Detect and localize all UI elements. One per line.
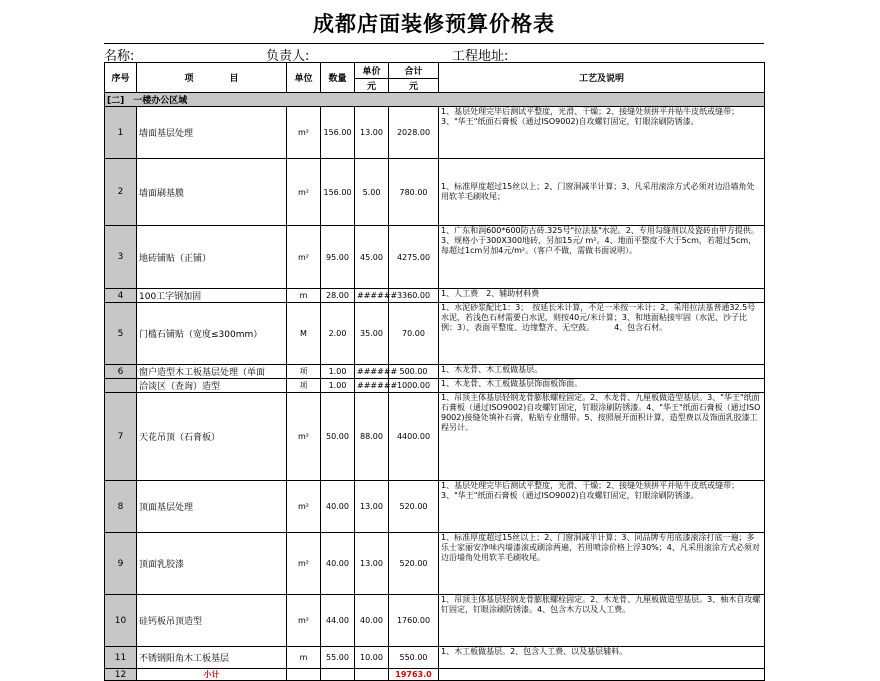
row-total: 1000.00 [389,379,439,393]
header-unit: 单位 [287,63,321,93]
row-desc: 1、木龙骨、木工板做基层。 [439,365,765,379]
table-row [105,647,765,669]
subtotal-empty-qty [321,669,355,681]
table-row [105,159,765,226]
row-index: 3 [105,226,137,289]
subtotal-row [105,669,765,681]
table-row [105,107,765,159]
row-quantity: 1.00 [321,379,355,393]
row-index: 9 [105,533,137,595]
row-total: 1760.00 [389,595,439,647]
row-unit-price: ###### [355,365,389,379]
table-row [105,379,765,393]
row-item: 门槛石铺贴（宽度≤300mm） [137,303,287,365]
row-quantity: 50.00 [321,393,355,481]
row-quantity: 40.00 [321,533,355,595]
row-unit: m² [287,393,321,481]
row-quantity: 1.00 [321,365,355,379]
row-unit: m² [287,481,321,533]
row-quantity: 28.00 [321,289,355,303]
row-item: 窗户造型木工板基层处理（单面 [137,365,287,379]
row-unit-price: ###### [355,379,389,393]
row-quantity: 44.00 [321,595,355,647]
info-line [104,43,764,62]
row-desc: 1、基层处理完毕后测试平整度，光滑、干燥；2、接缝处须拼平并贴牛皮纸或缝带；3、"华王"纸面石膏板（通过ISO9002)自攻螺钉固定，钉眼涂刷防锈漆。 [439,107,765,159]
row-item: 不锈钢阳角木工板基层 [137,647,287,669]
table-row [105,393,765,481]
section-label: [二] 一楼办公区域 [105,93,765,107]
table-row [105,226,765,289]
row-unit: m² [287,226,321,289]
header-quantity: 数量 [321,63,355,93]
manager-label: 负责人: [266,49,310,64]
row-desc: 1、水泥砂浆配比1：3； 按延长米计算，不足一米按一米计；2、采用拉法基普通32.5号水泥，若浅色石材需要白水泥，则按40元/米计算；3、和地面粘接牢固（水泥、沙子比例：3）、表面平整度、边缘整齐、无空鼓。 4、包含石材。 [439,303,765,365]
budget-table [104,62,765,681]
row-index: 2 [105,159,137,226]
row-total: 500.00 [389,365,439,379]
row-total: 70.00 [389,303,439,365]
row-quantity: 156.00 [321,107,355,159]
row-index: 10 [105,595,137,647]
row-unit-price: 45.00 [355,226,389,289]
row-unit: 项 [287,365,321,379]
row-unit-price: 13.00 [355,481,389,533]
header-total-unit: 元 [389,79,439,93]
row-unit-price: 35.00 [355,303,389,365]
row-index: 6 [105,365,137,379]
row-total: 4275.00 [389,226,439,289]
header-unit-price-unit: 元 [355,79,389,93]
row-item: 顶面基层处理 [137,481,287,533]
table-row [105,289,765,303]
row-unit-price: ###### [355,289,389,303]
section-row [105,93,765,107]
header-unit-price: 单价 [355,63,389,79]
row-desc: 1、基层处理完毕后测试平整度，光滑、干燥；2、接缝处须拼平并贴牛皮纸或缝带；3、"华王"纸面石膏板（通过ISO9002)自攻螺钉固定，钉眼涂刷防锈漆。 [439,481,765,533]
row-item: 洽谈区（查询）造型 [137,379,287,393]
header-index: 序号 [105,63,137,93]
row-desc: 1、标准厚度超过15丝以上；2、门窗洞减半计算；3、凡采用滚涂方式必须对边沿墙角处用软羊毛刷收尾； [439,159,765,226]
row-unit-price: 40.00 [355,595,389,647]
row-unit: 项 [287,379,321,393]
subtotal-empty-unit [287,669,321,681]
row-total: 520.00 [389,481,439,533]
row-quantity: 95.00 [321,226,355,289]
row-index: 5 [105,303,137,365]
address-label: 工程地址: [452,49,509,64]
row-item: 硅钙板吊顶造型 [137,595,287,647]
row-desc: 1、吊顶主体基层轻钢龙骨膨胀螺栓固定。2、木龙骨、九厘板做造型基层。3、柚木自攻螺钉固定，钉眼涂刷防锈漆。4、包含木方以及人工费。 [439,595,765,647]
row-desc: 1、木龙骨、木工板做基层饰面板饰面。 [439,379,765,393]
row-desc: 1、木工板做基层。2、包含人工费、以及基层辅料。 [439,647,765,669]
row-item: 顶面乳胶漆 [137,533,287,595]
row-total: 2028.00 [389,107,439,159]
row-quantity: 2.00 [321,303,355,365]
row-index [105,379,137,393]
header-desc: 工艺及说明 [439,63,765,93]
row-index: 4 [105,289,137,303]
row-item: 天花吊顶（石膏板） [137,393,287,481]
row-index: 1 [105,107,137,159]
row-index: 8 [105,481,137,533]
row-unit: m [287,289,321,303]
row-unit-price: 13.00 [355,533,389,595]
subtotal-index: 12 [105,669,137,681]
row-desc: 1、人工费 2、辅助材料费 [439,289,765,303]
row-item: 地砖铺贴（正铺） [137,226,287,289]
row-total: 3360.00 [389,289,439,303]
row-desc: 1、广东和润600*600防古砖.325号"拉法基"水泥。2、专用勾缝剂以及瓷砖由甲方提供。3、规格小于300X300地砖，另加15元/ m²。4、地面平整度不大于5cm，若超过5cm，每超过1cm另加4元/m²。（客户不做，需做书面说明）。 [439,226,765,289]
row-unit-price: 5.00 [355,159,389,226]
table-row [105,533,765,595]
row-desc: 1、吊顶主体基层轻钢龙骨膨胀螺栓固定。2、木龙骨、九厘板做造型基层。3、"华王"纸面石膏板（通过ISO9002)自攻螺钉固定，钉眼涂刷防锈漆。4、"华王"纸面石膏板（通过ISO9002)接缝处填补石膏，粘贴专业绷带。5、按照展开面积计算，造型费以及饰面乳胶漆工程另计。 [439,393,765,481]
row-quantity: 55.00 [321,647,355,669]
row-item: 墙面刷基膜 [137,159,287,226]
row-unit: m² [287,159,321,226]
row-unit: M [287,303,321,365]
table-row [105,303,765,365]
row-unit: m [287,647,321,669]
row-unit-price: 88.00 [355,393,389,481]
row-total: 550.00 [389,647,439,669]
subtotal-label: 小计 [137,669,287,681]
table-row [105,595,765,647]
page-title: 成都店面装修预算价格表 [313,11,555,36]
row-unit: m² [287,595,321,647]
subtotal-empty-desc [439,669,765,681]
row-unit: m² [287,107,321,159]
row-unit: m² [287,533,321,595]
row-desc: 1、标准厚度超过15丝以上；2、门窗洞减半计算；3、同品牌专用底漆滚涂打底一遍；多乐士家丽安净味内墙漆滚或刷涂两遍，若用喷涂价格上浮30%；4、凡采用滚涂方式必须对边沿墙角处用软羊毛刷收尾。 [439,533,765,595]
table-row [105,365,765,379]
row-quantity: 156.00 [321,159,355,226]
row-item: 100工字钢加固 [137,289,287,303]
subtotal-empty-price [355,669,389,681]
header-item: 项 目 [137,63,287,93]
row-total: 4400.00 [389,393,439,481]
table-row [105,481,765,533]
row-total: 780.00 [389,159,439,226]
header-total: 合计 [389,63,439,79]
row-quantity: 40.00 [321,481,355,533]
row-index: 7 [105,393,137,481]
subtotal-amount: 19763.0 [389,669,439,681]
row-index: 11 [105,647,137,669]
row-unit-price: 13.00 [355,107,389,159]
name-label: 名称: [104,49,135,64]
row-total: 520.00 [389,533,439,595]
row-unit-price: 10.00 [355,647,389,669]
row-item: 墙面基层处理 [137,107,287,159]
